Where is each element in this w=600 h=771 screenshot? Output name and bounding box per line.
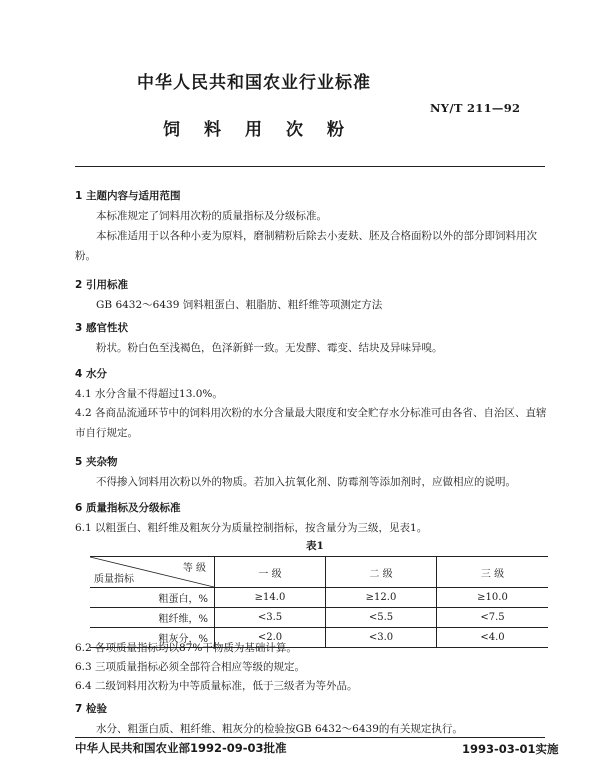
table-cell: <5.5 (326, 608, 437, 628)
table-cell: ≥10.0 (437, 588, 549, 608)
table-cell: <2.0 (215, 628, 326, 648)
section-6-para-2: 6.2 各项质量指标均以87%干物质为基础计算。 (75, 642, 297, 654)
section-3-para-1: 粉状。粉白色至浅褐色，色泽新鲜一致。无发酵、霉变、结块及异味异嗅。 (96, 342, 443, 354)
table-1-title: 表1 (306, 540, 324, 552)
section-2-heading: 2 引用标准 (75, 279, 128, 291)
section-5-heading: 5 夹杂物 (75, 456, 118, 468)
document-title: 饲料用次粉 (163, 120, 368, 140)
quality-grade-table (90, 556, 548, 648)
row-label-crude-fiber: 粗纤维，% (90, 608, 215, 628)
table-cell: <4.0 (437, 628, 549, 648)
header-rule (75, 166, 545, 167)
row-label-crude-ash: 粗灰分，% (90, 628, 215, 648)
section-1-heading: 1 主题内容与适用范围 (75, 190, 181, 202)
table-cell: <3.5 (215, 608, 326, 628)
table-cell: <7.5 (437, 608, 549, 628)
corner-label-grade: 等 级 (182, 563, 206, 574)
grade-header-3: 三 级 (437, 557, 549, 588)
section-1-para-2: 本标准适用于以各种小麦为原料，磨制精粉后除去小麦麸、胚及合格面粉以外的部分即饲料用次粉。 (75, 230, 537, 262)
table-row (90, 588, 548, 608)
section-6-para-3: 6.3 三项质量指标必须全部符合相应等级的规定。 (75, 661, 306, 673)
table-corner-cell (90, 557, 215, 588)
grade-header-2: 二 级 (326, 557, 437, 588)
table-header-row (90, 557, 548, 588)
row-label-crude-protein: 粗蛋白，% (90, 588, 215, 608)
section-6-heading: 6 质量指标及分级标准 (75, 502, 181, 514)
corner-label-indicator: 质量指标 (94, 574, 134, 585)
section-4-heading: 4 水分 (75, 368, 107, 380)
section-6-para-1: 6.1 以粗蛋白、粗纤维及粗灰分为质量控制指标，按含量分为三级，见表1。 (75, 522, 428, 534)
table-cell: ≥12.0 (326, 588, 437, 608)
approval-date: 中华人民共和国农业部1992-09-03批准 (75, 741, 287, 755)
section-6-para-4: 6.4 二级饲料用次粉为中等质量标准，低于三级者为等外品。 (75, 680, 358, 692)
section-2-para-1: GB 6432～6439 饲料粗蛋白、粗脂肪、粗纤维等项测定方法 (96, 299, 383, 311)
issuing-body-title: 中华人民共和国农业行业标准 (137, 73, 371, 93)
section-4-para-1: 4.1 水分含量不得超过13.0%。 (75, 388, 223, 400)
table-row (90, 608, 548, 628)
section-5-para-1: 不得掺入饲料用次粉以外的物质。若加入抗氧化剂、防霉剂等添加剂时，应做相应的说明。 (96, 476, 516, 488)
table-cell: <3.0 (326, 628, 437, 648)
table-cell: ≥14.0 (215, 588, 326, 608)
section-7-para-1: 水分、粗蛋白质、粗纤维、粗灰分的检验按GB 6432～6439的有关规定执行。 (96, 723, 463, 735)
grade-header-1: 一 级 (215, 557, 326, 588)
section-7-heading: 7 检验 (75, 703, 107, 715)
section-4-para-2: 4.2 各商品流通环节中的饲料用次粉的水分含量最大限度和安全贮存水分标准可由各省、自治区、直辖市自行规定。 (75, 407, 547, 439)
footer-rule (75, 737, 545, 738)
standard-number: NY/T 211—92 (430, 101, 521, 115)
section-3-heading: 3 感官性状 (75, 322, 128, 334)
section-1-para-1: 本标准规定了饲料用次粉的质量指标及分级标准。 (96, 210, 327, 222)
effective-date: 1993-03-01实施 (462, 742, 559, 756)
